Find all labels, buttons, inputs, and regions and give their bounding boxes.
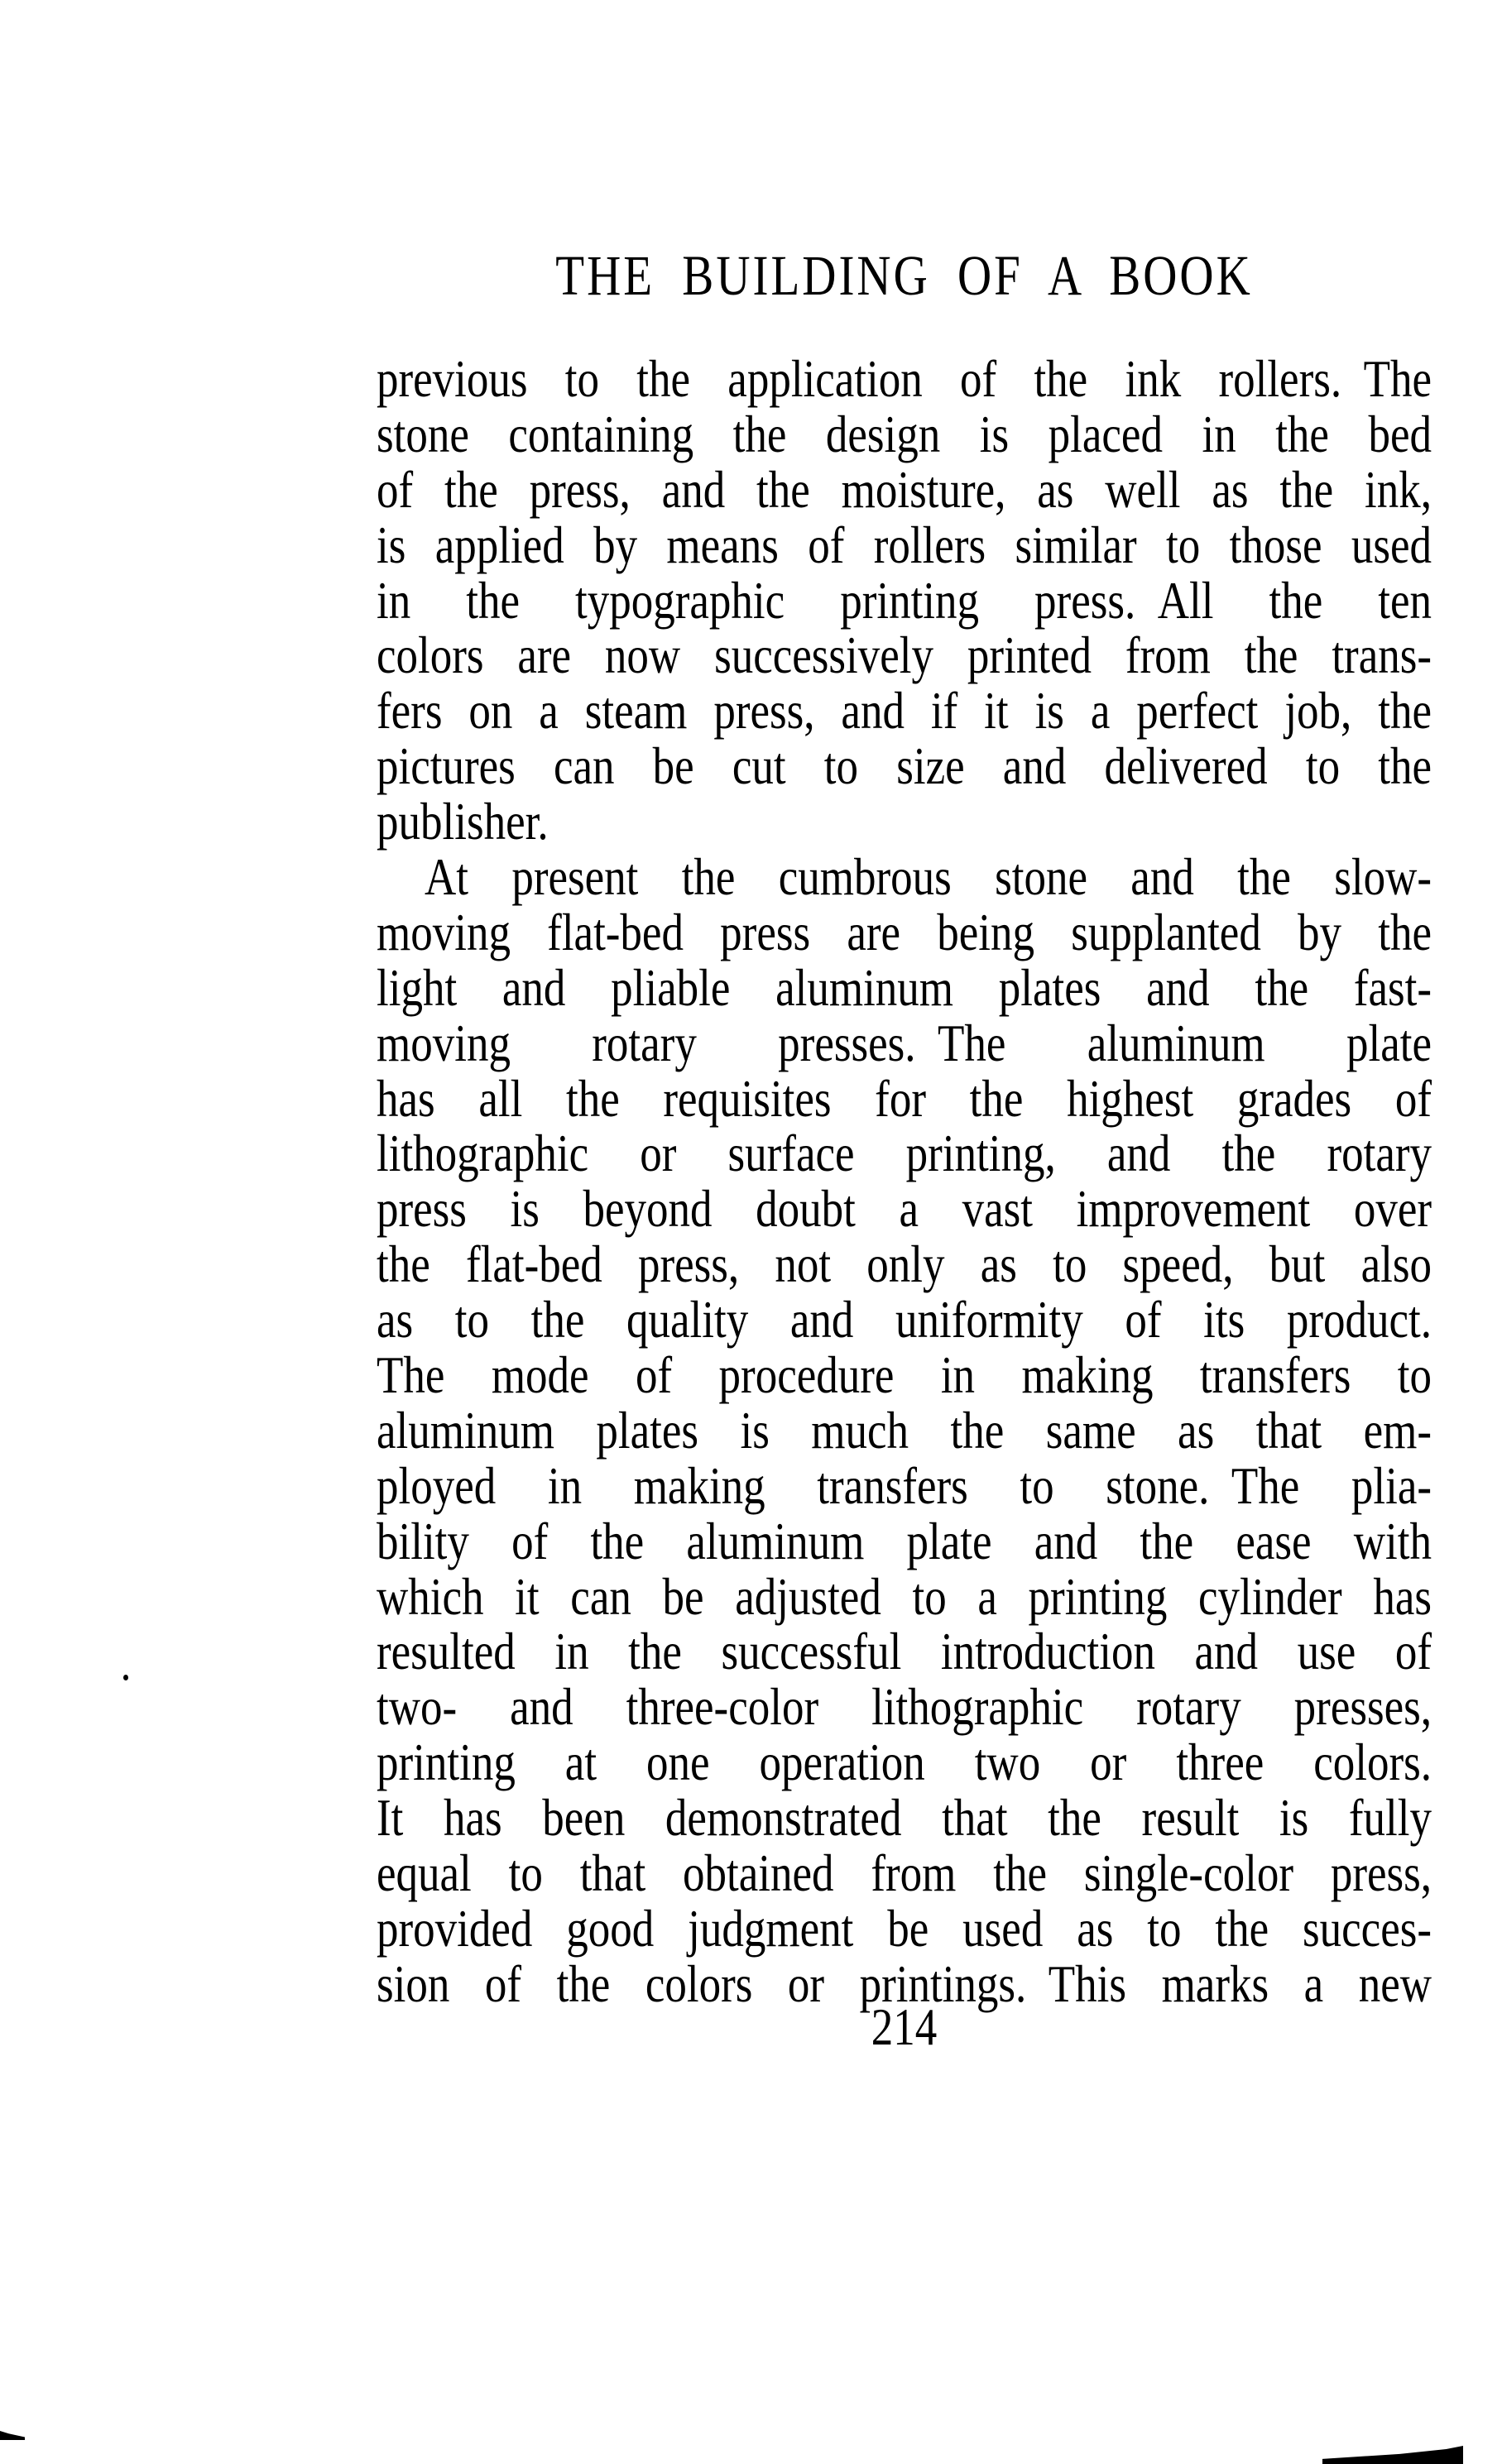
text-line-paragraph-end: publisher. <box>377 793 549 851</box>
text-line: It has been demonstrated that the result is fully <box>377 1789 1432 1848</box>
text-line: of the press, and the moisture, as well as the ink, <box>377 461 1432 520</box>
text-line: printing at one operation two or three colors. <box>377 1734 1432 1792</box>
scan-ink-artifact-bottom-left <box>0 2431 25 2440</box>
text-line: provided good judgment be used as to the succes- <box>377 1900 1432 1958</box>
text-line-paragraph-start: At present the cumbrous stone and the slow- <box>425 848 1432 907</box>
text-line: in the typographic printing press. All the ten <box>377 572 1432 630</box>
text-line: the flat-bed press, not only as to speed, but also <box>377 1236 1432 1294</box>
text-line: two- and three-color lithographic rotary presses, <box>377 1679 1432 1737</box>
text-line: The mode of procedure in making transfers to <box>377 1346 1432 1405</box>
text-line: has all the requisites for the highest grades of <box>377 1070 1432 1128</box>
text-line: moving rotary presses. The aluminum plate <box>377 1014 1432 1073</box>
page-number: 214 <box>871 1998 938 2057</box>
scan-ink-artifact-bottom-right <box>1322 2446 1463 2464</box>
text-block <box>377 347 1432 2014</box>
text-line: bility of the aluminum plate and the ease with <box>377 1512 1432 1571</box>
text-line: light and pliable aluminum plates and the fast- <box>377 959 1432 1018</box>
text-line: resulted in the successful introduction and use of <box>377 1623 1432 1681</box>
text-line: is applied by means of rollers similar to those used <box>377 516 1432 575</box>
text-line: as to the quality and uniformity of its product. <box>377 1291 1432 1349</box>
text-line: equal to that obtained from the single-color press, <box>377 1844 1432 1903</box>
text-line: colors are now successively printed from the trans- <box>377 627 1432 685</box>
running-header: THE BUILDING OF A BOOK <box>555 245 1253 308</box>
text-line: aluminum plates is much the same as that em- <box>377 1402 1432 1460</box>
text-line: sion of the colors or printings. This marks a new <box>377 1955 1432 2014</box>
text-line: which it can be adjusted to a printing cylinder has <box>377 1568 1432 1626</box>
text-line: ployed in making transfers to stone. The plia- <box>377 1457 1432 1516</box>
scan-ink-speck <box>123 1675 128 1680</box>
text-line: stone containing the design is placed in the bed <box>377 405 1432 464</box>
text-line: lithographic or surface printing, and the rotary <box>377 1125 1432 1183</box>
text-line: fers on a steam press, and if it is a perfect job, the <box>377 683 1432 741</box>
text-line: moving flat-bed press are being supplanted by the <box>377 904 1432 962</box>
text-line: press is beyond doubt a vast improvement over <box>377 1181 1432 1239</box>
text-line: previous to the application of the ink rollers. The <box>377 350 1432 409</box>
text-line: pictures can be cut to size and delivered to the <box>377 738 1432 796</box>
